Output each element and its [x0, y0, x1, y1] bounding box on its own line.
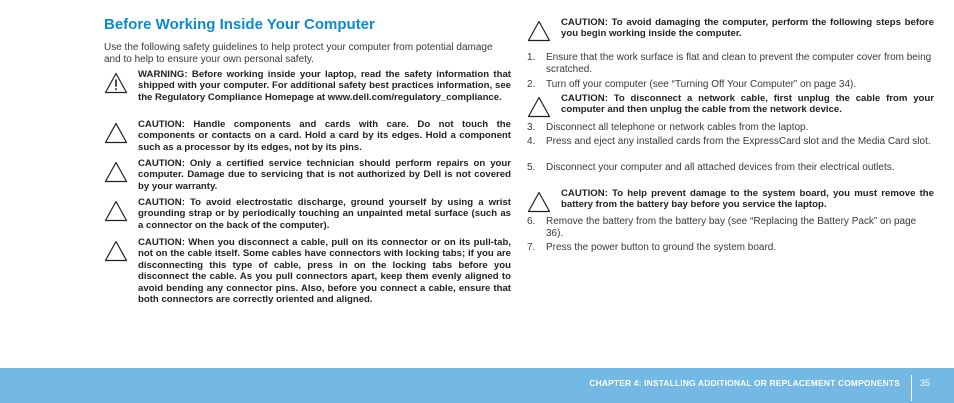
step-number: 4. [527, 136, 536, 147]
caution-notice [104, 197, 511, 231]
caution-triangle-icon [527, 191, 551, 218]
caution-triangle-icon [527, 20, 551, 47]
step-number: 1. [527, 52, 536, 63]
caution-text: CAUTION: When you disconnect a cable, pull on its connector or on its pull-tab, not on the cable itself. Some cables have connectors with locking tabs; if you are disconnecting this type of cable, press in on the locking tabs before you disconnect the cable. As you pull connectors apart, keep them evenly aligned to avoid bending any connector pins. Also, before you connect a cable, ensure that both connectors are correctly oriented and aligned. [138, 237, 511, 306]
caution-notice [104, 237, 511, 305]
step-number: 7. [527, 242, 536, 253]
caution-notice [527, 188, 934, 211]
intro-paragraph: Use the following safety guidelines to help protect your computer from potential damage and to help to ensure your own personal safety. [104, 42, 493, 65]
page-number: 35 [920, 378, 931, 388]
step-number: 5. [527, 162, 536, 173]
step-text: Disconnect your computer and all attached devices from their electrical outlets. [546, 162, 895, 173]
caution-notice [527, 93, 934, 116]
step-item [527, 216, 934, 239]
caution-text: CAUTION: Only a certified service technician should perform repairs on your computer. Damage due to servicing that is not authorized by Dell is not covered by your warranty. [138, 158, 511, 192]
caution-triangle-icon [104, 200, 128, 227]
warning-triangle-icon [104, 72, 128, 99]
caution-text: CAUTION: To disconnect a network cable, first unplug the cable from your computer and then unplug the cable from the network device. [561, 93, 934, 116]
step-text: Press and eject any installed cards from the ExpressCard slot and the Media Card slot. [546, 136, 931, 147]
caution-text: CAUTION: Handle components and cards with care. Do not touch the components or contacts on a card. Hold a card by its edges. Hold a component such as a processor by its edges, not by its pins. [138, 119, 511, 153]
step-number: 2. [527, 79, 536, 90]
caution-triangle-icon [104, 161, 128, 188]
chapter-title: CHAPTER 4: INSTALLING ADDITIONAL OR REPLACEMENT COMPONENTS [589, 378, 900, 388]
caution-notice [104, 158, 511, 192]
caution-text: CAUTION: To help prevent damage to the system board, you must remove the battery from the battery bay before you service the laptop. [561, 188, 934, 211]
caution-triangle-icon [104, 240, 128, 267]
caution-triangle-icon [527, 96, 551, 123]
step-item [527, 136, 934, 148]
step-item [527, 242, 934, 254]
step-item [527, 52, 934, 75]
step-text: Press the power button to ground the system board. [546, 242, 777, 253]
step-item [527, 122, 934, 134]
footer-bar [0, 368, 954, 403]
step-number: 3. [527, 122, 536, 133]
step-number: 6. [527, 216, 536, 227]
caution-notice [104, 119, 511, 153]
step-text: Ensure that the work surface is flat and clean to prevent the computer cover from being scratched. [546, 52, 932, 75]
section-title: Before Working Inside Your Computer [104, 16, 375, 33]
step-text: Turn off your computer (see “Turning Off Your Computer” on page 34). [546, 79, 857, 90]
caution-text: CAUTION: To avoid electrostatic discharge, ground yourself by using a wrist grounding strap or by periodically touching an unpainted metal surface (such as a connector on the back of the computer). [138, 197, 511, 231]
step-item [527, 162, 934, 174]
caution-notice [527, 17, 934, 40]
caution-triangle-icon [104, 122, 128, 149]
step-text: Disconnect all telephone or network cables from the laptop. [546, 122, 809, 133]
step-text: Remove the battery from the battery bay (see “Replacing the Battery Pack” on page 36). [546, 216, 917, 239]
caution-text: CAUTION: To avoid damaging the computer, perform the following steps before you begin working inside the computer. [561, 17, 934, 40]
warning-text: WARNING: Before working inside your laptop, read the safety information that shipped with your computer. For additional safety best practices information, see the Regulatory Compliance Homepage at www.dell.com/regulatory_compliance. [138, 69, 511, 103]
footer-divider [911, 375, 912, 401]
step-item [527, 79, 934, 91]
warning-notice [104, 69, 511, 103]
